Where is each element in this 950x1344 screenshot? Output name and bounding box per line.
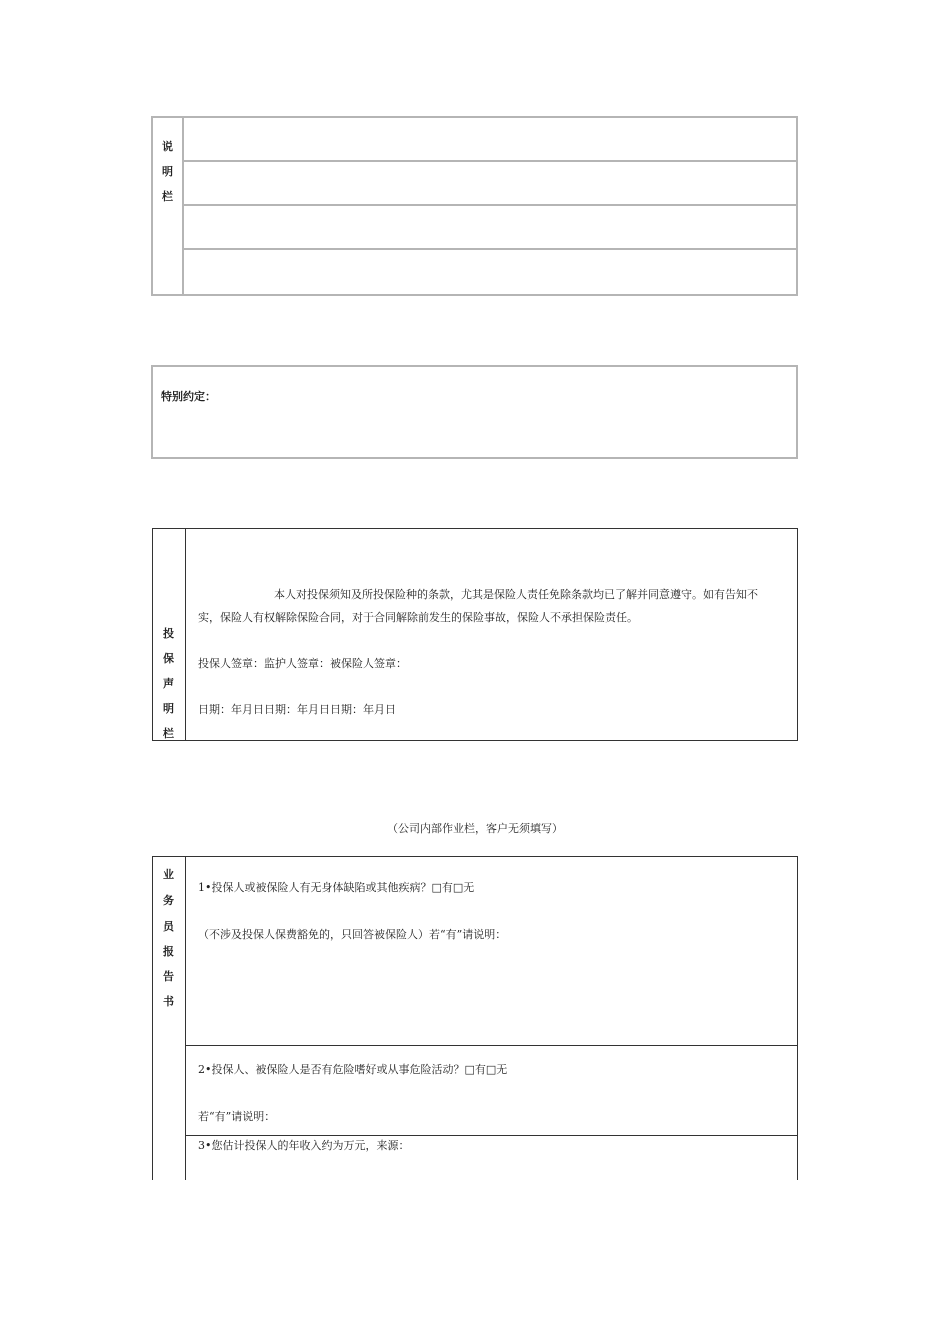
question-2-note: 若“有”请说明： xyxy=(198,1110,276,1123)
explanation-label-char: 栏 xyxy=(162,190,173,203)
explanation-row[interactable] xyxy=(184,162,796,206)
question-3: 3•您估计投保人的年收入约为万元，来源： xyxy=(198,1139,410,1152)
divider xyxy=(186,1135,798,1136)
signature-line: 投保人签章：监护人签章：被保险人签章： xyxy=(198,657,407,670)
explanation-row[interactable] xyxy=(184,250,796,294)
agent-report-label-char: 员 xyxy=(163,920,174,933)
internal-note: （公司内部作业栏，客户无须填写） xyxy=(387,822,563,835)
explanation-row[interactable] xyxy=(184,118,796,162)
date-line: 日期：年月日日期：年月日日期：年月日 xyxy=(198,703,396,716)
agent-report-label-char: 告 xyxy=(163,970,174,983)
declaration-label-char: 栏 xyxy=(163,727,174,740)
divider xyxy=(186,1045,798,1046)
agent-report-table xyxy=(152,856,798,1180)
declaration-paragraph-line: 本人对投保须知及所投保险种的条款，尤其是保险人责任免除条款均已了解并同意遵守。如有告知不 xyxy=(274,588,758,601)
explanation-label-char: 明 xyxy=(162,165,173,178)
special-agreement-label: 特别约定： xyxy=(161,390,216,403)
declaration-table xyxy=(152,528,798,741)
declaration-label-char: 投 xyxy=(163,627,174,640)
explanation-label-char: 说 xyxy=(162,140,173,153)
agent-report-label xyxy=(153,857,186,1180)
declaration-label-char: 保 xyxy=(163,652,174,665)
explanation-label xyxy=(153,118,184,294)
declaration-paragraph-line: 实，保险人有权解除保险合同，对于合同解除前发生的保险事故，保险人不承担保险责任。 xyxy=(198,611,638,624)
question-1-note: （不涉及投保人保费豁免的，只回答被保险人）若“有”请说明： xyxy=(198,928,507,941)
agent-report-label-char: 报 xyxy=(163,945,174,958)
agent-report-label-char: 书 xyxy=(163,995,174,1008)
declaration-label-char: 声 xyxy=(163,677,174,690)
question-1: 1•投保人或被保险人有无身体缺陷或其他疾病？□有□无 xyxy=(198,881,475,894)
question-2: 2•投保人、被保险人是否有危险嗜好或从事危险活动？□有□无 xyxy=(198,1063,508,1076)
agent-report-label-char: 务 xyxy=(163,894,174,907)
agent-report-label-char: 业 xyxy=(163,868,174,881)
special-agreement-box[interactable] xyxy=(151,365,798,459)
declaration-label xyxy=(153,529,186,740)
explanation-row[interactable] xyxy=(184,206,796,250)
declaration-label-char: 明 xyxy=(163,702,174,715)
explanation-table xyxy=(151,116,798,296)
